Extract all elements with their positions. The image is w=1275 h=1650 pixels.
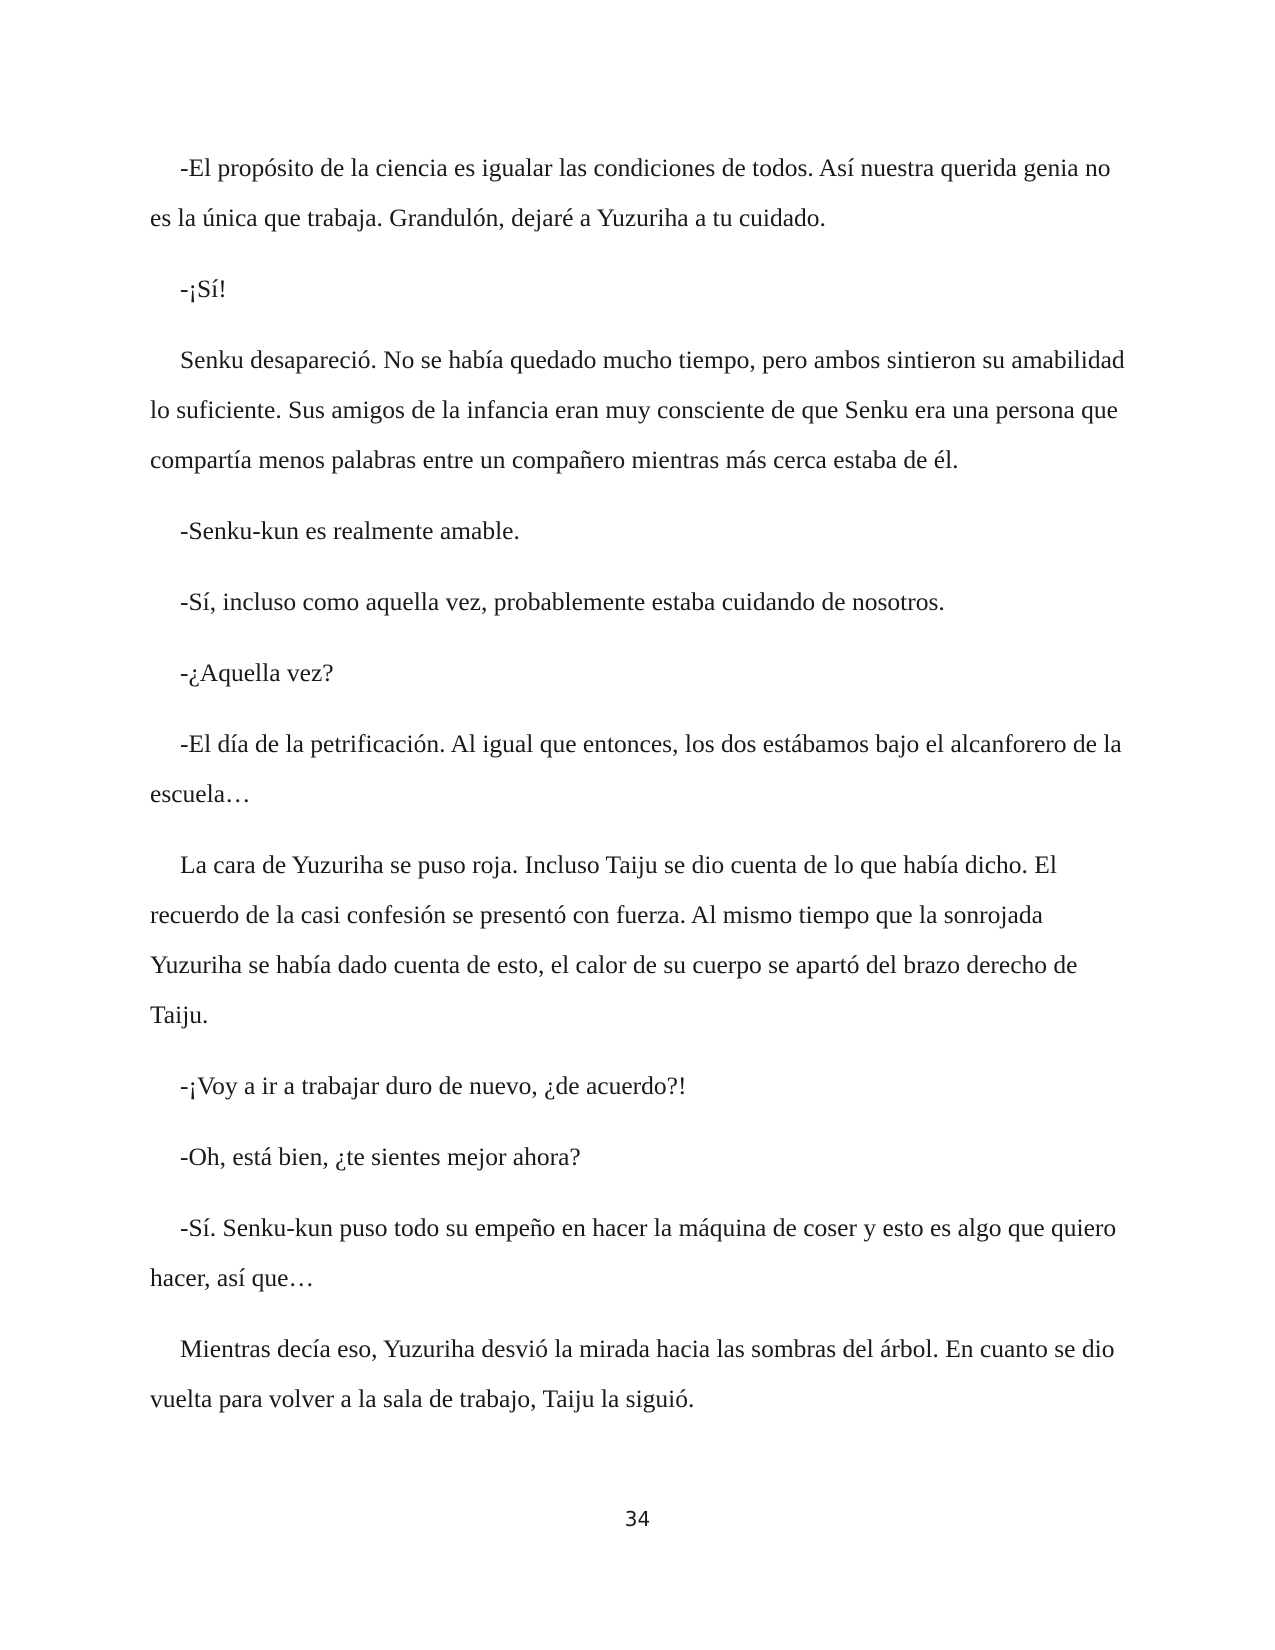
- paragraph-11: -Sí. Senku-kun puso todo su empeño en hacer la máquina de coser y esto es algo que quiero hacer, así que…: [150, 1213, 1117, 1292]
- paragraph-12: Mientras decía eso, Yuzuriha desvió la mirada hacia las sombras del árbol. En cuanto se dio vuelta para volver a la sala de trabajo, Taiju la siguió.: [150, 1334, 1115, 1413]
- document-body: [150, 143, 1135, 1445]
- paragraph-7: -El día de la petrificación. Al igual que entonces, los dos estábamos bajo el alcanforero de la escuela…: [150, 729, 1122, 808]
- paragraph-9: -¡Voy a ir a trabajar duro de nuevo, ¿de acuerdo?!: [180, 1071, 687, 1100]
- paragraph-4: -Senku-kun es realmente amable.: [180, 516, 520, 545]
- paragraph-2: -¡Sí!: [180, 274, 227, 303]
- paragraph-1: -El propósito de la ciencia es igualar las condiciones de todos. Así nuestra querida genia no es la única que trabaja. Grandulón, dejaré a Yuzuriha a tu cuidado.: [150, 153, 1111, 232]
- paragraph-3: Senku desapareció. No se había quedado mucho tiempo, pero ambos sintieron su amabilidad lo suficiente. Sus amigos de la infancia eran muy consciente de que Senku era una persona que compartía menos palabras entre un compañero mientras más cerca estaba de él.: [150, 345, 1125, 474]
- paragraph-8: La cara de Yuzuriha se puso roja. Incluso Taiju se dio cuenta de lo que había dicho. El recuerdo de la casi confesión se presentó con fuerza. Al mismo tiempo que la sonrojada Yuzuriha se había dado cuenta de esto, el calor de su cuerpo se apartó del brazo derecho de Taiju.: [150, 850, 1078, 1029]
- page-number: 34: [624, 1507, 651, 1531]
- paragraph-5: -Sí, incluso como aquella vez, probablemente estaba cuidando de nosotros.: [180, 587, 945, 616]
- paragraph-10: -Oh, está bien, ¿te sientes mejor ahora?: [180, 1142, 581, 1171]
- paragraph-6: -¿Aquella vez?: [180, 658, 334, 687]
